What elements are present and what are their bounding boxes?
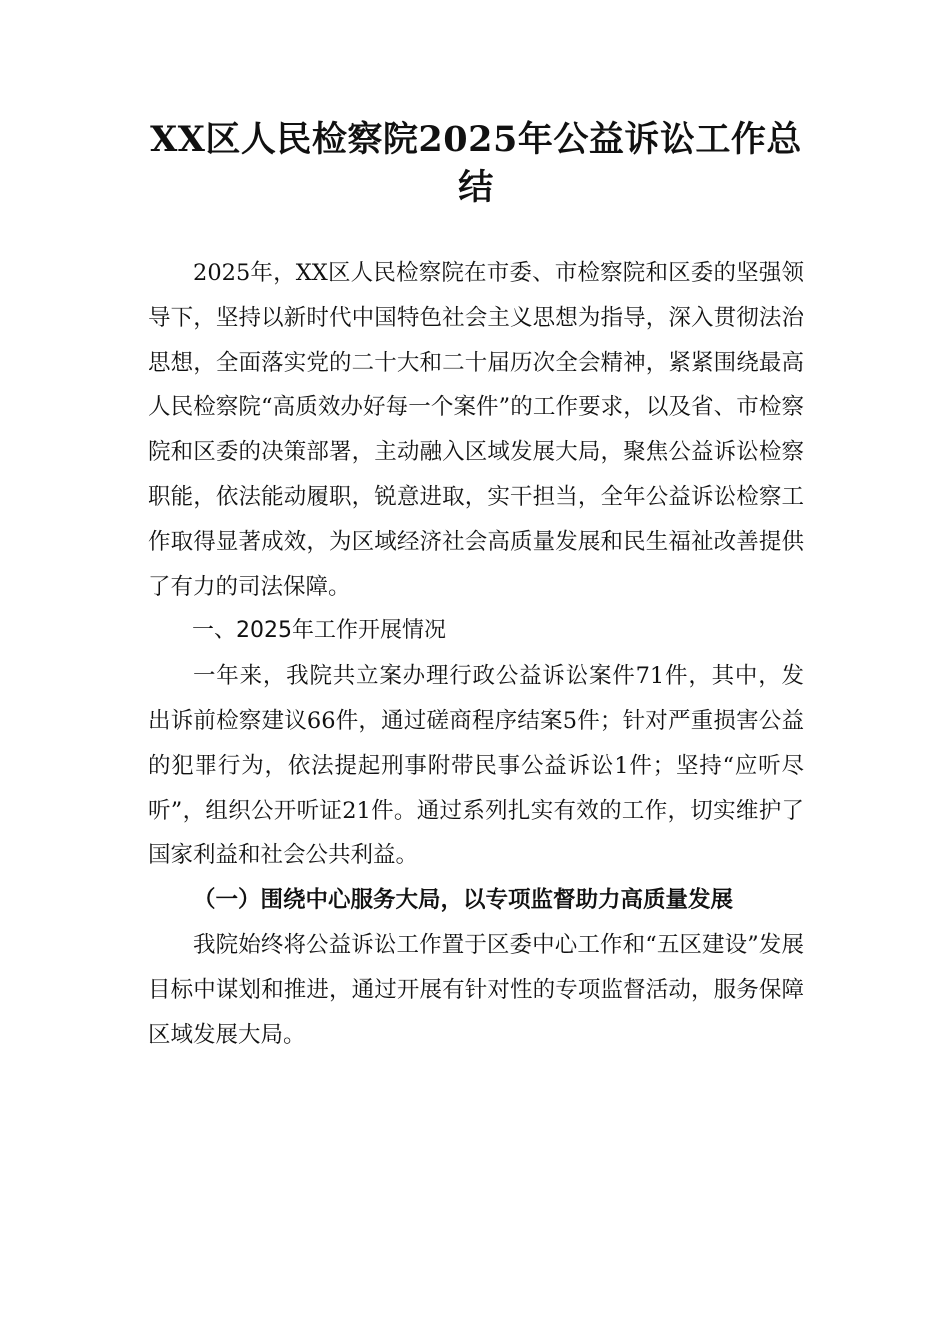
overview-paragraph: 一年来，我院共立案办理行政公益诉讼案件71件，其中，发出诉前检察建议66件，通过磋商程序结案5件；针对严重损害公益的犯罪行为，依法提起刑事附带民事公益诉讼1件；坚持“应听尽听”，组织公开听证21件。通过系列扎实有效的工作，切实维护了国家利益和社会公共利益。 — [148, 663, 804, 869]
intro-paragraph: 2025年，XX区人民检察院在市委、市检察院和区委的坚强领导下，坚持以新时代中国特色社会主义思想为指导，深入贯彻法治思想，全面落实党的二十大和二十届历次全会精神，紧紧围绕最高人民检察院“高质效办好每一个案件”的工作要求，以及省、市检察院和区委的决策部署，主动融入区域发展大局，聚焦公益诉讼检察职能，依法能动履职，锐意进取，实干担当，全年公益诉讼检察工作取得显著成效，为区域经济社会高质量发展和民生福祉改善提供了有力的司法保障。 — [148, 260, 804, 600]
subsection-heading-1: （一）围绕中心服务大局，以专项监督助力高质量发展 — [193, 887, 734, 914]
subsection-paragraph-1: 我院始终将公益诉讼工作置于区委中心工作和“五区建设”发展目标中谋划和推进，通过开展有针对性的专项监督活动，服务保障区域发展大局。 — [148, 931, 804, 1048]
document-title: XX区人民检察院2025年公益诉讼工作总结 — [150, 119, 802, 208]
section-heading-1: 一、2025年工作开展情况 — [192, 618, 446, 644]
document-body — [148, 251, 804, 1057]
